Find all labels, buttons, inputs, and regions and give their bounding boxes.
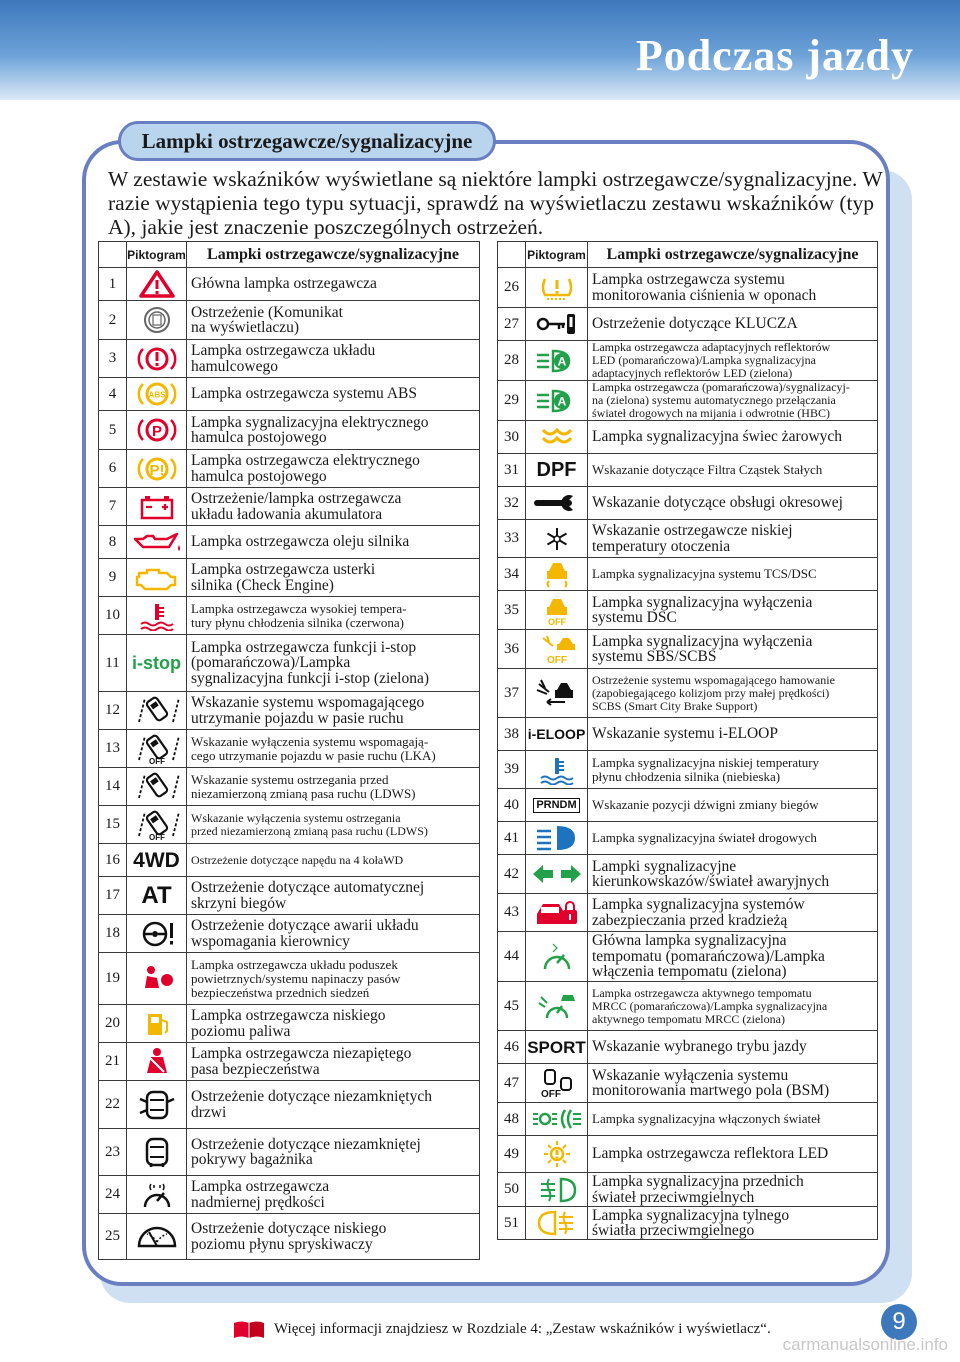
table-row xyxy=(498,822,878,855)
header-number xyxy=(498,242,526,268)
row-number: 10 xyxy=(99,597,127,635)
pictogram-cell xyxy=(526,630,588,669)
door-open-icon xyxy=(129,1090,185,1120)
row-number: 36 xyxy=(498,630,526,669)
lamp-description: Lampka ostrzegawcza aktywnego tempomatu MRCC (pomarańczowa)/Lampka sygnalizacyjna aktywnego tempomatu MRCC (zielona) xyxy=(588,982,878,1031)
lamp-description: Lampka sygnalizacyjna niskiej temperatury płynu chłodzenia silnika (niebieska) xyxy=(588,751,878,789)
table-row xyxy=(99,730,480,768)
svg-text:P: P xyxy=(151,423,162,440)
lamp-description: Ostrzeżenie dotyczące napędu na 4 kołaWD xyxy=(187,844,480,877)
table-row xyxy=(498,982,878,1031)
table-header-row xyxy=(99,242,480,268)
table-row xyxy=(99,340,480,378)
table-row xyxy=(498,558,878,591)
pictogram-cell xyxy=(526,421,588,454)
pictogram-cell xyxy=(526,558,588,591)
pictogram-cell xyxy=(127,340,187,378)
row-number: 18 xyxy=(99,915,127,953)
lamp-description: Lampka sygnalizacyjna przednich świateł przeciwmgielnych xyxy=(588,1173,878,1207)
pictogram-cell xyxy=(526,932,588,982)
row-number: 6 xyxy=(99,450,127,488)
lamp-description: Ostrzeżenie systemu wspomagającego hamowanie (zapobiegającego kolizjom przy małej prędkości) SCBS (Smart City Brake Support) xyxy=(588,669,878,718)
lamp-description: Lampka sygnalizacyjna tylnego światła przeciwmgielnego xyxy=(588,1207,878,1240)
watermark: carmanualsonline.info xyxy=(782,1335,948,1354)
table-row xyxy=(99,526,480,559)
row-number: 26 xyxy=(498,268,526,308)
lamps-table-left xyxy=(98,241,480,1260)
row-number: 38 xyxy=(498,718,526,751)
pictogram-cell xyxy=(526,822,588,855)
pictogram-cell xyxy=(526,591,588,630)
coolant-low-icon xyxy=(529,755,585,785)
lamp-description: Ostrzeżenie (Komunikat na wyświetlaczu) xyxy=(187,301,480,340)
footer-note xyxy=(232,1319,771,1339)
parking-brake-fault-icon xyxy=(129,454,185,484)
row-number: 31 xyxy=(498,454,526,487)
row-number: 20 xyxy=(99,1005,127,1043)
row-number: 44 xyxy=(498,932,526,982)
pictogram-cell xyxy=(526,751,588,789)
lamp-description: Lampka ostrzegawcza (pomarańczowa)/sygnalizacyj- na (zielona) systemu automatycznego przełączania świateł drogowych na mijania i odwrotnie (HBC) xyxy=(588,381,878,421)
row-number: 34 xyxy=(498,558,526,591)
lamp-description: Ostrzeżenie dotyczące KLUCZA xyxy=(588,308,878,341)
lamp-description: Wskazanie systemu i-ELOOP xyxy=(588,718,878,751)
pictogram-cell xyxy=(127,730,187,768)
pictogram-cell xyxy=(127,597,187,635)
overspeed-icon xyxy=(129,1180,185,1210)
row-number: 28 xyxy=(498,341,526,381)
lamp-description: Lampka ostrzegawcza układu poduszek powietrznych/systemu napinaczy pasów bezpieczeństwa przednich siedzeń xyxy=(187,953,480,1005)
book-icon xyxy=(232,1319,266,1339)
row-number: 45 xyxy=(498,982,526,1031)
svg-text:OFF: OFF xyxy=(148,832,165,840)
table-row xyxy=(498,630,878,669)
table-row xyxy=(498,1064,878,1103)
alh-icon xyxy=(529,346,585,376)
sbs-off-icon xyxy=(529,634,585,664)
table-row xyxy=(99,411,480,450)
snowflake-icon xyxy=(529,524,585,554)
lamp-description: Lampka ostrzegawcza niskiego poziomu paliwa xyxy=(187,1005,480,1043)
header-lamps: Lampki ostrzegawcze/sygnalizacyjne xyxy=(588,242,878,268)
table-row xyxy=(498,487,878,520)
pictogram-cell xyxy=(127,450,187,488)
pictogram-cell xyxy=(127,635,187,692)
pictogram-cell xyxy=(526,1136,588,1173)
page-header xyxy=(0,0,960,100)
prndm-icon: PRNDM xyxy=(529,790,585,820)
table-row xyxy=(498,1136,878,1173)
section-title: Lampki ostrzegawcze/sygnalizacyjne xyxy=(118,121,496,161)
table-row xyxy=(99,806,480,844)
lamp-description: Lampki sygnalizacyjne kierunkowskazów/świateł awaryjnych xyxy=(588,855,878,894)
pictogram-cell xyxy=(526,855,588,894)
pictogram-cell xyxy=(127,378,187,411)
bsm-off-icon xyxy=(529,1068,585,1098)
row-number: 7 xyxy=(99,488,127,526)
hbc-icon xyxy=(529,386,585,416)
lamp-description: Lampka sygnalizacyjna systemów zabezpieczania przed kradzieżą xyxy=(588,894,878,932)
table-row xyxy=(498,718,878,751)
row-number: 1 xyxy=(99,268,127,301)
lamp-description: Ostrzeżenie dotyczące niskiego poziomu płynu spryskiwaczy xyxy=(187,1214,480,1260)
pictogram-cell xyxy=(526,1173,588,1207)
pictogram-cell xyxy=(127,526,187,559)
ldws-off-icon xyxy=(129,810,185,840)
lamp-description: Główna lampka sygnalizacyjna tempomatu (pomarańczowa)/Lampka włączenia tempomatu (zielona) xyxy=(588,932,878,982)
lamp-description: Lampka ostrzegawcza oleju silnika xyxy=(187,526,480,559)
row-number: 2 xyxy=(99,301,127,340)
key-icon xyxy=(529,309,585,339)
svg-text:A: A xyxy=(557,394,566,408)
row-number: 14 xyxy=(99,768,127,806)
row-number: 22 xyxy=(99,1081,127,1129)
row-number: 13 xyxy=(99,730,127,768)
pictogram-cell xyxy=(127,915,187,953)
row-number: 47 xyxy=(498,1064,526,1103)
lamp-description: Lampka ostrzegawcza wysokiej tempera- tury płynu chłodzenia silnika (czerwona) xyxy=(187,597,480,635)
lamp-description: Lampka ostrzegawcza niezapiętego pasa bezpieczeństwa xyxy=(187,1043,480,1081)
lamp-description: Wskazanie ostrzegawcze niskiej temperatury otoczenia xyxy=(588,520,878,558)
row-number: 9 xyxy=(99,559,127,597)
lamp-description: Lampka sygnalizacyjna świec żarowych xyxy=(588,421,878,454)
row-number: 24 xyxy=(99,1176,127,1214)
pictogram-cell xyxy=(526,789,588,822)
row-number: 16 xyxy=(99,844,127,877)
abs-icon xyxy=(129,379,185,409)
pictogram-cell xyxy=(127,1043,187,1081)
message-icon xyxy=(129,305,185,335)
lamp-description: Ostrzeżenie dotyczące automatycznej skrzyni biegów xyxy=(187,877,480,915)
row-number: 19 xyxy=(99,953,127,1005)
airbag-icon xyxy=(129,964,185,994)
istop-icon: i-stop xyxy=(132,653,181,673)
table-row xyxy=(99,1176,480,1214)
pictogram-cell xyxy=(526,381,588,421)
brake-icon xyxy=(129,344,185,374)
scbs-icon xyxy=(529,678,585,708)
table-row xyxy=(498,1207,878,1240)
lamp-description: Lampka sygnalizacyjna włączonych świateł xyxy=(588,1103,878,1136)
table-row xyxy=(498,268,878,308)
table-row xyxy=(498,932,878,982)
svg-text:OFF: OFF xyxy=(547,617,566,625)
table-row xyxy=(99,488,480,526)
table-row xyxy=(99,915,480,953)
battery-icon xyxy=(129,492,185,522)
mrcc-icon xyxy=(529,991,585,1021)
lamp-description: Lampka ostrzegawcza funkcji i-stop (pomarańczowa)/Lampka sygnalizacyjna funkcji i-stop (zielona) xyxy=(187,635,480,692)
table-row xyxy=(498,591,878,630)
lamp-description: Lampka ostrzegawcza adaptacyjnych reflektorów LED (pomarańczowa)/Lampka sygnalizacyjna adaptacyjnych reflektorów LED (zielona) xyxy=(588,341,878,381)
row-number: 8 xyxy=(99,526,127,559)
row-number: 30 xyxy=(498,421,526,454)
row-number: 32 xyxy=(498,487,526,520)
lamp-description: Wskazanie systemu ostrzegania przed niezamierzoną zmianą pasa ruchu (LDWS) xyxy=(187,768,480,806)
row-number: 39 xyxy=(498,751,526,789)
parking-brake-icon xyxy=(129,415,185,445)
svg-text:OFF: OFF xyxy=(148,756,165,764)
table-row xyxy=(498,669,878,718)
row-number: 41 xyxy=(498,822,526,855)
lamp-description: Wskazanie pozycji dźwigni zmiany biegów xyxy=(588,789,878,822)
4wd-icon: 4WD xyxy=(133,848,180,872)
pictogram-cell xyxy=(127,806,187,844)
lamp-description: Wskazanie systemu wspomagającego utrzymanie pojazdu w pasie ruchu xyxy=(187,692,480,730)
table-row xyxy=(99,692,480,730)
table-row xyxy=(498,454,878,487)
lamp-description: Lampka ostrzegawcza elektrycznego hamulca postojowego xyxy=(187,450,480,488)
wrench-icon xyxy=(529,488,585,518)
table-row xyxy=(99,1043,480,1081)
steering-icon xyxy=(129,919,185,949)
table-row xyxy=(498,855,878,894)
security-icon xyxy=(529,898,585,928)
table-row xyxy=(99,953,480,1005)
table-row xyxy=(99,844,480,877)
pictogram-cell xyxy=(526,1031,588,1064)
table-row xyxy=(498,751,878,789)
pictogram-cell xyxy=(526,982,588,1031)
pictogram-cell xyxy=(127,1214,187,1260)
table-header-row xyxy=(498,242,878,268)
lamp-description: Wskazanie wyłączenia systemu ostrzegania przed niezamierzoną zmianą pasa ruchu (LDWS) xyxy=(187,806,480,844)
row-number: 49 xyxy=(498,1136,526,1173)
table-row xyxy=(498,789,878,822)
pictogram-cell xyxy=(526,487,588,520)
lamp-description: Lampka ostrzegawcza nadmiernej prędkości xyxy=(187,1176,480,1214)
header-pictogram: Piktogram xyxy=(526,242,588,268)
glow-plug-icon xyxy=(529,422,585,452)
pictogram-cell xyxy=(526,1064,588,1103)
rear-fog-icon xyxy=(529,1208,585,1238)
table-row xyxy=(99,268,480,301)
table-row xyxy=(498,341,878,381)
at-icon: AT xyxy=(141,881,172,909)
seatbelt-icon xyxy=(129,1047,185,1077)
table-row xyxy=(99,378,480,411)
pictogram-cell xyxy=(127,411,187,450)
page-title: Podczas jazdy xyxy=(635,31,914,80)
table-row xyxy=(498,1173,878,1207)
lamp-description: Lampka ostrzegawcza układu hamulcowego xyxy=(187,340,480,378)
table-row xyxy=(99,635,480,692)
pictogram-cell xyxy=(526,669,588,718)
lane-keep-off-icon xyxy=(129,734,185,764)
turn-signal-icon xyxy=(529,859,585,889)
pictogram-cell xyxy=(526,308,588,341)
table-row xyxy=(498,308,878,341)
header-lamps: Lampki ostrzegawcze/sygnalizacyjne xyxy=(187,242,480,268)
table-row xyxy=(498,381,878,421)
row-number: 40 xyxy=(498,789,526,822)
header-number xyxy=(99,242,127,268)
lamp-description: Wskazanie wyłączenia systemu wspomagają- cego utrzymanie pojazdu w pasie ruchu (LKA) xyxy=(187,730,480,768)
lamp-description: Lampka sygnalizacyjna elektrycznego hamulca postojowego xyxy=(187,411,480,450)
lamp-description: Wskazanie dotyczące Filtra Cząstek Stałych xyxy=(588,454,878,487)
sport-icon: SPORT xyxy=(527,1037,586,1057)
row-number: 50 xyxy=(498,1173,526,1207)
pictogram-cell xyxy=(127,1129,187,1176)
lamp-description: Wskazanie wybranego trybu jazdy xyxy=(588,1031,878,1064)
lights-on-icon xyxy=(529,1104,585,1134)
row-number: 23 xyxy=(99,1129,127,1176)
footer-text: Więcej informacji znajdziesz w Rozdziale 4: „Zestaw wskaźników i wyświetlacz“. xyxy=(274,1320,771,1337)
header-pictogram: Piktogram xyxy=(127,242,187,268)
pictogram-cell xyxy=(127,1081,187,1129)
row-number: 42 xyxy=(498,855,526,894)
table-row xyxy=(99,877,480,915)
row-number: 27 xyxy=(498,308,526,341)
dpf-icon: DPF xyxy=(536,459,577,481)
row-number: 37 xyxy=(498,669,526,718)
row-number: 3 xyxy=(99,340,127,378)
pictogram-cell xyxy=(127,559,187,597)
lamps-table-right xyxy=(497,241,878,1240)
tpms-icon xyxy=(529,273,585,303)
row-number: 12 xyxy=(99,692,127,730)
led-headlight-icon xyxy=(529,1139,585,1169)
lamp-description: Lampka ostrzegawcza systemu monitorowania ciśnienia w oponach xyxy=(588,268,878,308)
fuel-icon xyxy=(129,1009,185,1039)
intro-paragraph: W zestawie wskaźników wyświetlane są niektóre lampki ostrzegawcze/sygnalizacyjne. W razie wystąpienia tego typu sytuacji, sprawdź na wyświetlaczu zestawu wskaźników (typ A), jakie jest znaczenie poszczególnych ostrzeżeń. xyxy=(108,167,883,239)
svg-text:OFF: OFF xyxy=(546,655,567,664)
table-row xyxy=(498,894,878,932)
lamp-description: Lampka sygnalizacyjna świateł drogowych xyxy=(588,822,878,855)
oil-can-icon xyxy=(129,527,185,557)
row-number: 33 xyxy=(498,520,526,558)
pictogram-cell xyxy=(526,718,588,751)
table-row xyxy=(498,421,878,454)
front-fog-icon xyxy=(529,1175,585,1205)
pictogram-cell xyxy=(526,1103,588,1136)
table-row xyxy=(498,1031,878,1064)
pictogram-cell xyxy=(526,520,588,558)
row-number: 11 xyxy=(99,635,127,692)
pictogram-cell xyxy=(127,844,187,877)
cruise-icon xyxy=(529,942,585,972)
row-number: 29 xyxy=(498,381,526,421)
lane-keep-icon xyxy=(129,696,185,726)
pictogram-cell xyxy=(526,894,588,932)
coolant-temp-icon xyxy=(129,601,185,631)
lamp-description: Lampka ostrzegawcza usterki silnika (Check Engine) xyxy=(187,559,480,597)
dsc-off-icon xyxy=(529,595,585,625)
table-row xyxy=(99,597,480,635)
row-number: 21 xyxy=(99,1043,127,1081)
pictogram-cell xyxy=(526,268,588,308)
lamp-description: Główna lampka ostrzegawcza xyxy=(187,268,480,301)
trunk-open-icon xyxy=(129,1137,185,1167)
lamp-description: Lampka sygnalizacyjna systemu TCS/DSC xyxy=(588,558,878,591)
pictogram-cell xyxy=(127,1176,187,1214)
row-number: 25 xyxy=(99,1214,127,1260)
table-row xyxy=(99,1005,480,1043)
table-row xyxy=(99,1214,480,1260)
pictogram-cell xyxy=(127,953,187,1005)
row-number: 35 xyxy=(498,591,526,630)
row-number: 4 xyxy=(99,378,127,411)
row-number: 17 xyxy=(99,877,127,915)
pictogram-cell xyxy=(127,1005,187,1043)
lamp-description: Lampka ostrzegawcza systemu ABS xyxy=(187,378,480,411)
warning-triangle-icon xyxy=(129,269,185,299)
table-row xyxy=(99,301,480,340)
lamp-description: Wskazanie wyłączenia systemu monitorowania martwego pola (BSM) xyxy=(588,1064,878,1103)
table-row xyxy=(99,768,480,806)
svg-text:ABS: ABS xyxy=(148,390,165,400)
row-number: 43 xyxy=(498,894,526,932)
pictogram-cell xyxy=(127,488,187,526)
page-number: 9 xyxy=(881,1304,917,1340)
ieloop-icon: i-ELOOP xyxy=(527,726,586,742)
svg-text:A: A xyxy=(557,354,566,368)
row-number: 51 xyxy=(498,1207,526,1240)
lamp-description: Lampka ostrzegawcza reflektora LED xyxy=(588,1136,878,1173)
row-number: 15 xyxy=(99,806,127,844)
ldws-icon xyxy=(129,772,185,802)
table-row xyxy=(99,559,480,597)
lamp-description: Lampka sygnalizacyjna wyłączenia systemu DSC xyxy=(588,591,878,630)
lamp-description: Ostrzeżenie dotyczące niezamkniętej pokrywy bagażnika xyxy=(187,1129,480,1176)
row-number: 5 xyxy=(99,411,127,450)
pictogram-cell xyxy=(526,454,588,487)
pictogram-cell xyxy=(127,301,187,340)
table-row xyxy=(498,1103,878,1136)
washer-fluid-icon xyxy=(129,1222,185,1252)
lamp-description: Ostrzeżenie/lampka ostrzegawcza układu ładowania akumulatora xyxy=(187,488,480,526)
table-row xyxy=(99,1081,480,1129)
svg-text:P!: P! xyxy=(149,461,164,479)
lamp-description: Ostrzeżenie dotyczące awarii układu wspomagania kierownicy xyxy=(187,915,480,953)
pictogram-cell xyxy=(127,768,187,806)
pictogram-cell xyxy=(526,1207,588,1240)
table-row xyxy=(99,450,480,488)
lamp-description: Wskazanie dotyczące obsługi okresowej xyxy=(588,487,878,520)
tcs-dsc-icon xyxy=(529,559,585,589)
lamp-description: Lampka sygnalizacyjna wyłączenia systemu SBS/SCBS xyxy=(588,630,878,669)
table-row xyxy=(99,1129,480,1176)
pictogram-cell xyxy=(127,268,187,301)
row-number: 46 xyxy=(498,1031,526,1064)
pictogram-cell xyxy=(526,341,588,381)
check-engine-icon xyxy=(129,563,185,593)
svg-text:OFF: OFF xyxy=(540,1089,561,1098)
lamp-description: Ostrzeżenie dotyczące niezamkniętych drzwi xyxy=(187,1081,480,1129)
table-row xyxy=(498,520,878,558)
high-beam-icon xyxy=(529,823,585,853)
pictogram-cell xyxy=(127,692,187,730)
row-number: 48 xyxy=(498,1103,526,1136)
pictogram-cell xyxy=(127,877,187,915)
